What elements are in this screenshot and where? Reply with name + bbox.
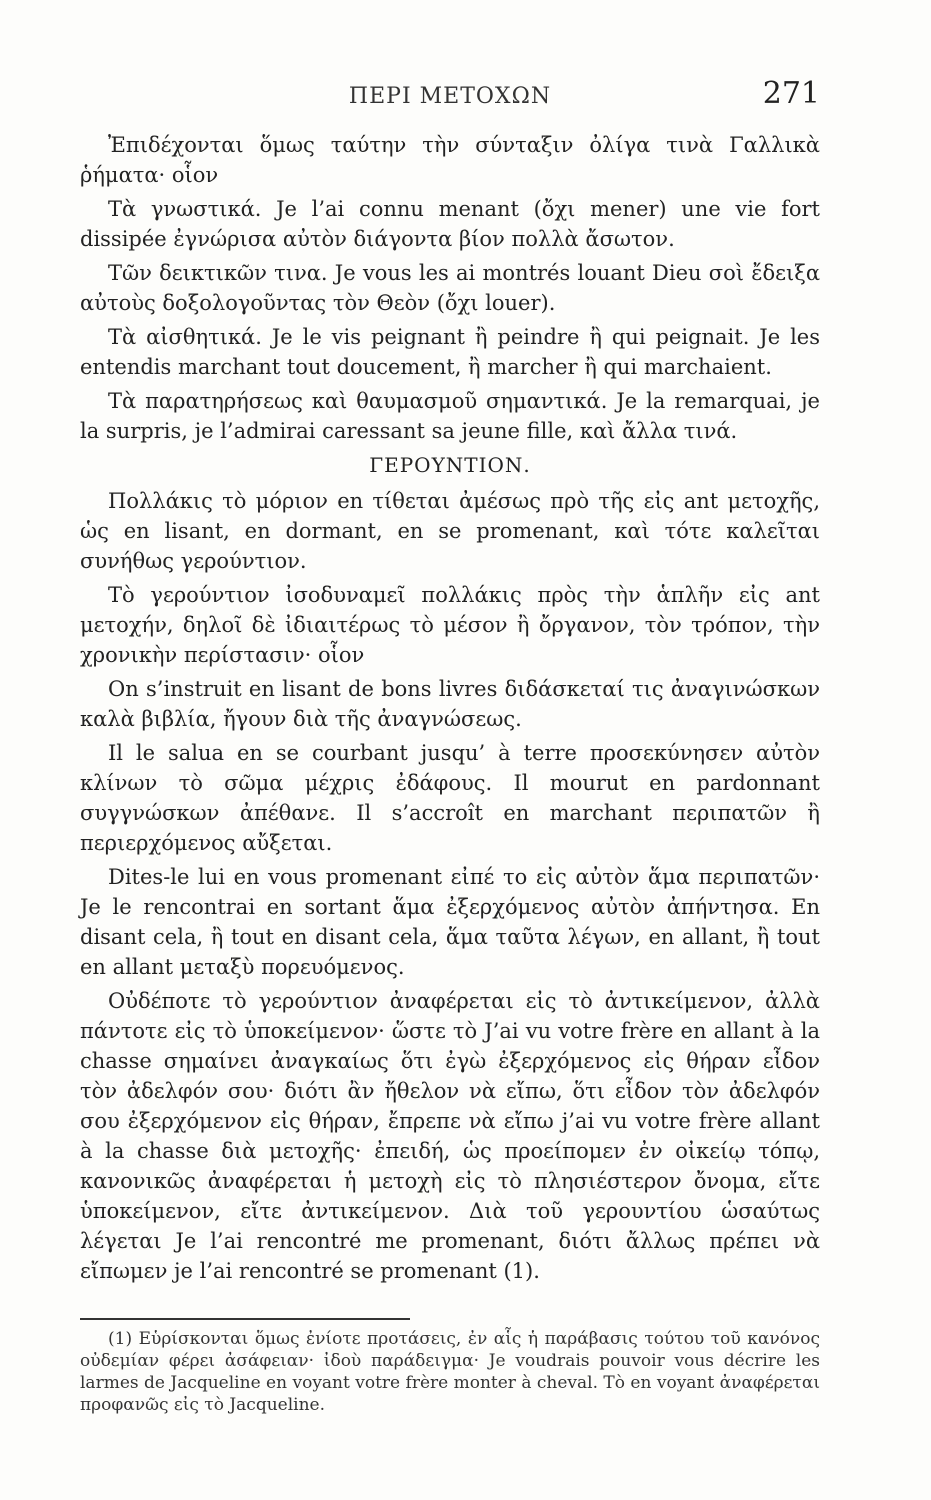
section-heading: ΓΕΡΟΥΝΤΙΟΝ. (369, 453, 531, 477)
running-title: ΠΕΡΙ ΜΕΤΟΧΩΝ (348, 84, 552, 109)
paragraph: Dites-le lui en vous promenant εἰπέ το εἰς αὐτὸν ἅμα περιπατῶν· Je le rencontrai en sortant ἅμα ἐξερχόμενος αὐτὸν ἀπήντησα. En disant cela, ἢ tout en disant cela, ἅμα ταῦτα λέγων, en allant, ἢ tout en allant μεταξὺ πορευόμενος. (80, 865, 820, 979)
page-number: 271 (762, 76, 820, 111)
running-head (80, 72, 820, 112)
paragraph: Τῶν δεικτικῶν τινα. Je vous les ai montrés louant Dieu σοὶ ἔδειξα αὐτοὺς δοξολογοῦντας τὸν Θεὸν (ὄχι louer). (80, 261, 820, 315)
footnote (80, 1328, 820, 1416)
paragraph: Οὐδέποτε τὸ γερούντιον ἀναφέρεται εἰς τὸ ἀντικείμενον, ἀλλὰ πάντοτε εἰς τὸ ὑποκείμενον· ὥστε τὸ J’ai vu votre frère en allant à la chasse σημαίνει ἀναγκαίως ὅτι ἐγὼ ἐξερχόμενος εἰς θήραν εἶδον τὸν ἀδελφόν σου· διότι ἂν ἤθελον νὰ εἴπω, ὅτι εἶδον τὸν ἀδελφόν σου ἐξερχόμενον εἰς θήραν, ἔπρεπε νὰ εἴπω j’ai vu votre frère allant à la chasse διὰ μετοχῆς· ἐπειδή, ὡς προείπομεν ἐν οἰκείῳ τόπῳ, κανονικῶς ἀναφέρεται ἡ μετοχὴ εἰς τὸ πλησιέστερον ὄνομα, εἴτε ὑποκείμενον, εἴτε ἀντικείμενον. Διὰ τοῦ γερουντίου ὡσαύτως λέγεται Je l’ai rencontré me promenant, διότι ἄλλως πρέπει νὰ εἴπωμεν je l’ai rencontré se promenant (1). (80, 989, 820, 1283)
paragraph: On s’instruit en lisant de bons livres διδάσκεταί τις ἀναγινώσκων καλὰ βιβλία, ἤγουν διὰ τῆς ἀναγνώσεως. (80, 677, 820, 731)
paragraph: Τὸ γερούντιον ἰσοδυναμεῖ πολλάκις πρὸς τὴν ἁπλῆν εἰς ant μετοχήν, δηλοῖ δὲ ἰδιαιτέρως τὸ μέσον ἢ ὄργανον, τὸν τρόπον, τὴν χρονικὴν περίστασιν· οἷον (80, 583, 820, 667)
footnote-text: (1) Εὑρίσκονται ὅμως ἐνίοτε προτάσεις, ἐν αἷς ἡ παράβασις τούτου τοῦ κανόνος οὐδεμίαν φέρει ἀσάφειαν· ἰδοὺ παράδειγμα· Je voudrais pouvoir vous décrire les larmes de Jacqueline en voyant votre frère monter à cheval. Τὸ en voyant ἀναφέρεται προφανῶς εἰς τὸ Jacqueline. (80, 1329, 820, 1415)
paragraph: Πολλάκις τὸ μόριον en τίθεται ἀμέσως πρὸ τῆς εἰς ant μετοχῆς, ὡς en lisant, en dormant, en se promenant, καὶ τότε καλεῖται συνήθως γερούντιον. (80, 489, 820, 573)
footnote-rule (80, 1318, 410, 1320)
main-text (80, 130, 820, 1290)
paragraph: Τὰ γνωστικά. Je l’ai connu menant (ὄχι mener) une vie fort dissipée ἐγνώρισα αὐτὸν διάγοντα βίον πολλὰ ἄσωτον. (80, 197, 820, 251)
paragraph: Τὰ αἰσθητικά. Je le vis peignant ἢ peindre ἢ qui peignait. Je les entendis marchant tout doucement, ἢ marcher ἢ qui marchaient. (80, 325, 820, 379)
paragraph: Il le salua en se courbant jusqu’ à terre προσεκύνησεν αὐτὸν κλίνων τὸ σῶμα μέχρις ἐδάφους. Il mourut en pardonnant συγγνώσκων ἀπέθανε. Il s’accroît en marchant περιπατῶν ἢ περιερχόμενος αὔξεται. (80, 741, 820, 855)
paragraph: Τὰ παρατηρήσεως καὶ θαυμασμοῦ σημαντικά. Je la remarquai, je la surpris, je l’admirai caressant sa jeune fille, καὶ ἄλλα τινά. (80, 389, 820, 443)
paragraph: Ἐπιδέχονται ὅμως ταύτην τὴν σύνταξιν ὀλίγα τινὰ Γαλλικὰ ῥήματα· οἷον (80, 133, 820, 187)
